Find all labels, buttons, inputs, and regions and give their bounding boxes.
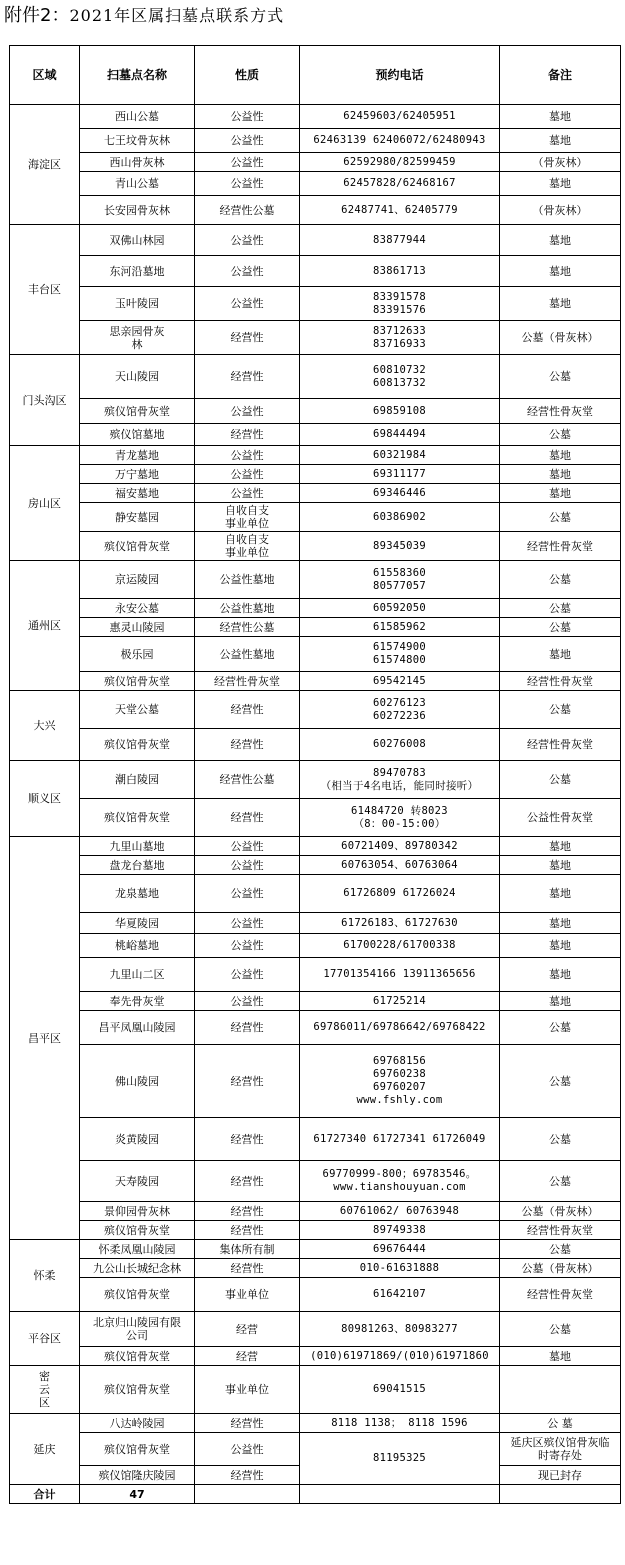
phone-cell: 60761062/ 60763948 xyxy=(300,1202,500,1221)
remark-cell: 公益性骨灰堂 xyxy=(500,799,621,837)
table-row xyxy=(10,1202,621,1221)
site-name-cell: 永安公墓 xyxy=(80,599,195,618)
phone-cell: 89749338 xyxy=(300,1221,500,1240)
phone-cell: 61725214 xyxy=(300,992,500,1011)
phone-cell: 62459603/62405951 xyxy=(300,105,500,129)
district-cell: 平谷区 xyxy=(10,1312,80,1366)
remark-cell: 墓地 xyxy=(500,465,621,484)
district-cell: 昌平区 xyxy=(10,837,80,1240)
remark-cell: 公墓 xyxy=(500,1045,621,1118)
nature-cell: 经营性 xyxy=(195,1161,300,1202)
phone-cell: 61484720 转8023 （8：00-15:00） xyxy=(300,799,500,837)
phone-cell: 69770999-800；69783546。 www.tianshouyuan.com xyxy=(300,1161,500,1202)
table-row xyxy=(10,561,621,599)
nature-cell: 经营性 xyxy=(195,1221,300,1240)
table-row xyxy=(10,934,621,958)
remark-cell: 公墓（骨灰林） xyxy=(500,321,621,355)
table-row xyxy=(10,1118,621,1161)
district-cell: 通州区 xyxy=(10,561,80,691)
remark-cell: 公墓 xyxy=(500,1240,621,1259)
site-name-cell: 殡仪馆骨灰堂 xyxy=(80,532,195,561)
header-cell-phone: 预约电话 xyxy=(300,46,500,105)
table-row xyxy=(10,1433,621,1466)
nature-cell: 经营性 xyxy=(195,729,300,761)
site-name-cell: 西山公墓 xyxy=(80,105,195,129)
nature-cell: 公益性 xyxy=(195,172,300,196)
remark-cell: 墓地 xyxy=(500,1347,621,1366)
table-row xyxy=(10,484,621,503)
remark-cell: 公墓（骨灰林） xyxy=(500,1202,621,1221)
site-name-cell: 京运陵园 xyxy=(80,561,195,599)
phone-cell: 62592980/82599459 xyxy=(300,153,500,172)
table-row xyxy=(10,1240,621,1259)
site-name-cell: 天堂公墓 xyxy=(80,691,195,729)
phone-cell: 60321984 xyxy=(300,446,500,465)
nature-cell: 经营性骨灰堂 xyxy=(195,672,300,691)
site-name-cell: 桃峪墓地 xyxy=(80,934,195,958)
nature-cell: 经营性 xyxy=(195,1202,300,1221)
site-name-cell: 长安园骨灰林 xyxy=(80,196,195,225)
header-row xyxy=(10,46,621,105)
remark-cell: 墓地 xyxy=(500,172,621,196)
district-cell: 怀柔 xyxy=(10,1240,80,1312)
district-cell: 海淀区 xyxy=(10,105,80,225)
site-name-cell: 西山骨灰林 xyxy=(80,153,195,172)
nature-cell: 公益性 xyxy=(195,856,300,875)
nature-cell: 公益性 xyxy=(195,484,300,503)
phone-cell: 69542145 xyxy=(300,672,500,691)
nature-cell: 公益性 xyxy=(195,446,300,465)
table-row xyxy=(10,105,621,129)
table-row xyxy=(10,637,621,672)
remark-cell: 经营性骨灰堂 xyxy=(500,532,621,561)
nature-cell: 经营性 xyxy=(195,1118,300,1161)
district-cell: 丰台区 xyxy=(10,225,80,355)
site-name-cell: 华夏陵园 xyxy=(80,913,195,934)
site-name-cell: 玉叶陵园 xyxy=(80,287,195,321)
remark-cell: 墓地 xyxy=(500,484,621,503)
remark-cell: 现已封存 xyxy=(500,1466,621,1485)
table-row xyxy=(10,837,621,856)
remark-cell: 延庆区殡仪馆骨灰临 时寄存处 xyxy=(500,1433,621,1466)
nature-cell: 经营 xyxy=(195,1312,300,1347)
nature-cell: 自收自支 事业单位 xyxy=(195,503,300,532)
site-name-cell: 思亲园骨灰 林 xyxy=(80,321,195,355)
phone-cell: 62457828/62468167 xyxy=(300,172,500,196)
remark-cell: 墓地 xyxy=(500,875,621,913)
table-row xyxy=(10,599,621,618)
remark-cell: 墓地 xyxy=(500,225,621,256)
site-name-cell: 奉先骨灰堂 xyxy=(80,992,195,1011)
nature-cell: 公益性 xyxy=(195,129,300,153)
site-name-cell: 北京归山陵园有限 公司 xyxy=(80,1312,195,1347)
nature-cell: 公益性 xyxy=(195,934,300,958)
remark-cell: 经营性骨灰堂 xyxy=(500,729,621,761)
nature-cell: 公益性 xyxy=(195,913,300,934)
table-row xyxy=(10,1045,621,1118)
phone-cell: 61727340 61727341 61726049 xyxy=(300,1118,500,1161)
remark-cell: 墓地 xyxy=(500,837,621,856)
nature-cell: 公益性 xyxy=(195,225,300,256)
phone-cell: 60592050 xyxy=(300,599,500,618)
site-name-cell: 惠灵山陵园 xyxy=(80,618,195,637)
phone-cell: 61642107 xyxy=(300,1278,500,1312)
phone-cell: 89345039 xyxy=(300,532,500,561)
remark-cell: 墓地 xyxy=(500,992,621,1011)
nature-cell: 公益性 xyxy=(195,992,300,1011)
phone-cell: (010)61971869/(010)61971860 xyxy=(300,1347,500,1366)
table-row xyxy=(10,856,621,875)
nature-cell: 经营性 xyxy=(195,1466,300,1485)
nature-cell: 公益性 xyxy=(195,153,300,172)
total-empty-2 xyxy=(300,1485,500,1504)
header-cell-district: 区域 xyxy=(10,46,80,105)
total-empty-3 xyxy=(500,1485,621,1504)
phone-cell: 61558360 80577057 xyxy=(300,561,500,599)
nature-cell: 经营性公墓 xyxy=(195,196,300,225)
nature-cell: 经营性 xyxy=(195,1011,300,1045)
total-label: 合计 xyxy=(10,1485,80,1504)
phone-cell: 69859108 xyxy=(300,399,500,424)
nature-cell: 公益性 xyxy=(195,837,300,856)
table-row xyxy=(10,992,621,1011)
table-row xyxy=(10,761,621,799)
remark-cell: 公 墓 xyxy=(500,1414,621,1433)
total-empty-1 xyxy=(195,1485,300,1504)
remark-cell: 经营性骨灰堂 xyxy=(500,672,621,691)
remark-cell: 经营性骨灰堂 xyxy=(500,1278,621,1312)
nature-cell: 经营性 xyxy=(195,1045,300,1118)
site-name-cell: 炎黄陵园 xyxy=(80,1118,195,1161)
site-name-cell: 极乐园 xyxy=(80,637,195,672)
remark-cell: 公墓 xyxy=(500,1312,621,1347)
nature-cell: 事业单位 xyxy=(195,1278,300,1312)
table-row xyxy=(10,446,621,465)
phone-cell: 69346446 xyxy=(300,484,500,503)
site-name-cell: 殡仪馆骨灰堂 xyxy=(80,1347,195,1366)
site-name-cell: 东河沿墓地 xyxy=(80,256,195,287)
district-cell: 顺义区 xyxy=(10,761,80,837)
table-row xyxy=(10,672,621,691)
site-name-cell: 七王坟骨灰林 xyxy=(80,129,195,153)
remark-cell: （骨灰林） xyxy=(500,196,621,225)
nature-cell: 经营性 xyxy=(195,691,300,729)
table-row xyxy=(10,1278,621,1312)
table-row xyxy=(10,691,621,729)
phone-cell: 8118 1138； 8118 1596 xyxy=(300,1414,500,1433)
site-name-cell: 盘龙台墓地 xyxy=(80,856,195,875)
site-name-cell: 九公山长城纪念林 xyxy=(80,1259,195,1278)
phone-cell: 60763054、60763064 xyxy=(300,856,500,875)
phone-cell: 83391578 83391576 xyxy=(300,287,500,321)
remark-cell: 公墓 xyxy=(500,599,621,618)
site-name-cell: 龙泉墓地 xyxy=(80,875,195,913)
table-row xyxy=(10,913,621,934)
remark-cell: 公墓 xyxy=(500,1011,621,1045)
nature-cell: 公益性墓地 xyxy=(195,637,300,672)
remark-cell: 墓地 xyxy=(500,934,621,958)
phone-cell: 69786011/69786642/69768422 xyxy=(300,1011,500,1045)
table-row xyxy=(10,1312,621,1347)
site-name-cell: 殡仪馆骨灰堂 xyxy=(80,1221,195,1240)
remark-cell: 经营性骨灰堂 xyxy=(500,1221,621,1240)
table-row xyxy=(10,424,621,446)
table-row xyxy=(10,875,621,913)
district-cell: 延庆 xyxy=(10,1414,80,1485)
site-name-cell: 天寿陵园 xyxy=(80,1161,195,1202)
nature-cell: 经营性 xyxy=(195,1414,300,1433)
remark-cell: 公墓（骨灰林） xyxy=(500,1259,621,1278)
phone-cell: 61700228/61700338 xyxy=(300,934,500,958)
table-row xyxy=(10,355,621,399)
nature-cell: 经营性 xyxy=(195,321,300,355)
phone-cell: 60810732 60813732 xyxy=(300,355,500,399)
table-row xyxy=(10,225,621,256)
phone-cell: 61585962 xyxy=(300,618,500,637)
title-prefix: 附件2： xyxy=(4,5,70,26)
phone-cell: 61574900 61574800 xyxy=(300,637,500,672)
phone-cell: 17701354166 13911365656 xyxy=(300,958,500,992)
site-name-cell: 八达岭陵园 xyxy=(80,1414,195,1433)
table-row xyxy=(10,799,621,837)
phone-cell: 81195325 xyxy=(300,1433,500,1485)
site-name-cell: 殡仪馆骨灰堂 xyxy=(80,399,195,424)
table-row xyxy=(10,399,621,424)
total-value: 47 xyxy=(80,1485,195,1504)
site-name-cell: 福安墓地 xyxy=(80,484,195,503)
remark-cell: 墓地 xyxy=(500,958,621,992)
nature-cell: 经营 xyxy=(195,1347,300,1366)
table-row xyxy=(10,958,621,992)
remark-cell: 经营性骨灰堂 xyxy=(500,399,621,424)
site-name-cell: 青山公墓 xyxy=(80,172,195,196)
site-name-cell: 殡仪馆骨灰堂 xyxy=(80,672,195,691)
remark-cell: 墓地 xyxy=(500,287,621,321)
remark-cell: 公墓 xyxy=(500,691,621,729)
site-name-cell: 景仰园骨灰林 xyxy=(80,1202,195,1221)
phone-cell: 69041515 xyxy=(300,1366,500,1414)
title-text: 2021年区属扫墓点联系方式 xyxy=(69,6,285,25)
remark-cell: 公墓 xyxy=(500,1161,621,1202)
phone-cell: 83861713 xyxy=(300,256,500,287)
district-cell: 大兴 xyxy=(10,691,80,761)
table-row xyxy=(10,153,621,172)
phone-cell: 60276008 xyxy=(300,729,500,761)
site-name-cell: 潮白陵园 xyxy=(80,761,195,799)
phone-cell: 010-61631888 xyxy=(300,1259,500,1278)
remark-cell: 墓地 xyxy=(500,856,621,875)
total-row xyxy=(10,1485,621,1504)
site-name-cell: 殡仪馆墓地 xyxy=(80,424,195,446)
nature-cell: 公益性 xyxy=(195,875,300,913)
table-row xyxy=(10,1366,621,1414)
table-row xyxy=(10,287,621,321)
table-row xyxy=(10,618,621,637)
phone-cell: 62463139 62406072/62480943 xyxy=(300,129,500,153)
remark-cell: 公墓 xyxy=(500,1118,621,1161)
site-name-cell: 殡仪馆隆庆陵园 xyxy=(80,1466,195,1485)
phone-cell: 62487741、62405779 xyxy=(300,196,500,225)
nature-cell: 集体所有制 xyxy=(195,1240,300,1259)
page-title xyxy=(4,2,284,30)
contact-table xyxy=(9,45,621,1504)
table-row xyxy=(10,1259,621,1278)
nature-cell: 公益性 xyxy=(195,958,300,992)
table-row xyxy=(10,1414,621,1433)
phone-cell: 83877944 xyxy=(300,225,500,256)
phone-cell: 89470783 （相当于4名电话，能同时接听） xyxy=(300,761,500,799)
nature-cell: 经营性公墓 xyxy=(195,761,300,799)
header-cell-site-name: 扫墓点名称 xyxy=(80,46,195,105)
site-name-cell: 殡仪馆骨灰堂 xyxy=(80,1278,195,1312)
nature-cell: 公益性 xyxy=(195,1433,300,1466)
site-name-cell: 佛山陵园 xyxy=(80,1045,195,1118)
table-row xyxy=(10,729,621,761)
site-name-cell: 九里山墓地 xyxy=(80,837,195,856)
site-name-cell: 静安墓园 xyxy=(80,503,195,532)
phone-cell: 60721409、89780342 xyxy=(300,837,500,856)
site-name-cell: 殡仪馆骨灰堂 xyxy=(80,1433,195,1466)
phone-cell: 61726809 61726024 xyxy=(300,875,500,913)
nature-cell: 公益性墓地 xyxy=(195,561,300,599)
district-cell: 门头沟区 xyxy=(10,355,80,446)
remark-cell: 公墓 xyxy=(500,355,621,399)
table-row xyxy=(10,196,621,225)
remark-cell: 墓地 xyxy=(500,913,621,934)
table-row xyxy=(10,532,621,561)
site-name-cell: 殡仪馆骨灰堂 xyxy=(80,1366,195,1414)
site-name-cell: 双佛山林园 xyxy=(80,225,195,256)
nature-cell: 公益性 xyxy=(195,399,300,424)
nature-cell: 经营性 xyxy=(195,424,300,446)
remark-cell: 公墓 xyxy=(500,503,621,532)
remark-cell xyxy=(500,1366,621,1414)
header-cell-remark: 备注 xyxy=(500,46,621,105)
remark-cell: 公墓 xyxy=(500,618,621,637)
nature-cell: 公益性 xyxy=(195,287,300,321)
table-row xyxy=(10,1347,621,1366)
phone-cell: 61726183、61727630 xyxy=(300,913,500,934)
table-row xyxy=(10,256,621,287)
table-body xyxy=(10,46,621,1504)
remark-cell: 墓地 xyxy=(500,637,621,672)
nature-cell: 自收自支 事业单位 xyxy=(195,532,300,561)
table-row xyxy=(10,172,621,196)
phone-cell: 60386902 xyxy=(300,503,500,532)
site-name-cell: 天山陵园 xyxy=(80,355,195,399)
table-row xyxy=(10,1161,621,1202)
remark-cell: （骨灰林） xyxy=(500,153,621,172)
remark-cell: 墓地 xyxy=(500,129,621,153)
remark-cell: 公墓 xyxy=(500,561,621,599)
table-row xyxy=(10,465,621,484)
site-name-cell: 青龙墓地 xyxy=(80,446,195,465)
remark-cell: 墓地 xyxy=(500,105,621,129)
nature-cell: 事业单位 xyxy=(195,1366,300,1414)
table-row xyxy=(10,1221,621,1240)
nature-cell: 经营性 xyxy=(195,355,300,399)
nature-cell: 公益性 xyxy=(195,256,300,287)
site-name-cell: 殡仪馆骨灰堂 xyxy=(80,799,195,837)
phone-cell: 69676444 xyxy=(300,1240,500,1259)
table-row xyxy=(10,1011,621,1045)
phone-cell: 60276123 60272236 xyxy=(300,691,500,729)
site-name-cell: 九里山二区 xyxy=(80,958,195,992)
site-name-cell: 昌平凤凰山陵园 xyxy=(80,1011,195,1045)
district-cell: 房山区 xyxy=(10,446,80,561)
table-row xyxy=(10,129,621,153)
site-name-cell: 万宁墓地 xyxy=(80,465,195,484)
phone-cell: 69768156 69760238 69760207 www.fshly.com xyxy=(300,1045,500,1118)
remark-cell: 公墓 xyxy=(500,424,621,446)
phone-cell: 69844494 xyxy=(300,424,500,446)
remark-cell: 公墓 xyxy=(500,761,621,799)
header-cell-nature: 性质 xyxy=(195,46,300,105)
nature-cell: 公益性墓地 xyxy=(195,599,300,618)
phone-cell: 80981263、80983277 xyxy=(300,1312,500,1347)
site-name-cell: 怀柔凤凰山陵园 xyxy=(80,1240,195,1259)
remark-cell: 墓地 xyxy=(500,256,621,287)
nature-cell: 经营性公墓 xyxy=(195,618,300,637)
site-name-cell: 殡仪馆骨灰堂 xyxy=(80,729,195,761)
nature-cell: 经营性 xyxy=(195,1259,300,1278)
phone-cell: 83712633 83716933 xyxy=(300,321,500,355)
nature-cell: 经营性 xyxy=(195,799,300,837)
phone-cell: 69311177 xyxy=(300,465,500,484)
table-row xyxy=(10,503,621,532)
table-row xyxy=(10,321,621,355)
remark-cell: 墓地 xyxy=(500,446,621,465)
nature-cell: 公益性 xyxy=(195,465,300,484)
nature-cell: 公益性 xyxy=(195,105,300,129)
district-cell: 密 云 区 xyxy=(10,1366,80,1414)
